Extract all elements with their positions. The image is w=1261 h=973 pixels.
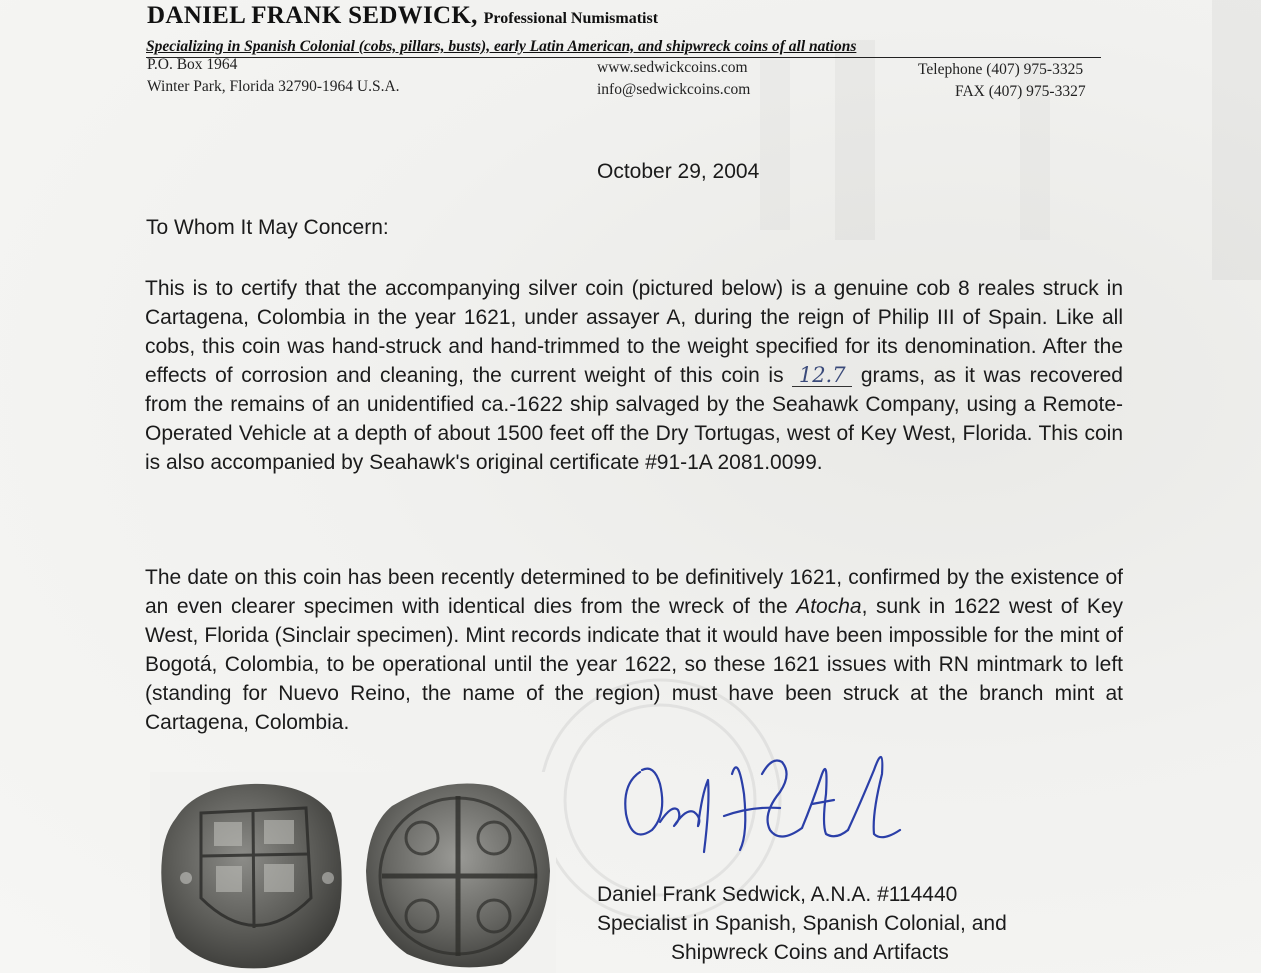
- paragraph-1-text-a: This is to certify that the accompanying silver coin (pictured below) is a genuine cob 8 reales struck in Cartagena, Colombia in the year 1621, under assayer A, during the reign of Philip III of Spain. Like all cobs, this coin was hand-struck and hand-trimmed to the weight specified for its denomination. After the effects of corrosion and cleaning, the current weight of this coin is: [145, 277, 1123, 387]
- paragraph-1-text-b: grams, as it was recovered from the remains of an unidentified ca.-1622 ship salvaged by the Seahawk Company, using a Remote-Operated Vehicle at a depth of about 1500 feet off the Dry Tortugas, west of Key West, Florida. This coin is also accompanied by Seahawk's original certificate #91-1A 2081.0099.: [145, 364, 1123, 474]
- signatory-name: Daniel Frank Sedwick, A.N.A. #114440: [597, 883, 958, 906]
- email: info@sedwickcoins.com: [597, 81, 751, 98]
- signatory-specialty-line-2: Shipwreck Coins and Artifacts: [671, 941, 949, 964]
- dealer-name: DANIEL FRANK SEDWICK,: [147, 2, 478, 29]
- fax: FAX (407) 975-3327: [955, 83, 1086, 100]
- handwritten-signature: [612, 734, 912, 864]
- signature-block: [597, 880, 1157, 967]
- city-address: Winter Park, Florida 32790-1964 U.S.A.: [147, 78, 400, 95]
- coin-obverse-photo: [156, 778, 346, 973]
- coin-reverse-photo: [362, 776, 552, 973]
- letterhead-divider: [146, 57, 1101, 58]
- salutation: To Whom It May Concern:: [146, 216, 389, 239]
- paragraph-2: [145, 563, 1123, 737]
- paragraph-1: [145, 274, 1123, 477]
- paragraph-2-text-b: , sunk in 1622 west of Key West, Florida (Sinclair specimen). Mint records indicate that it would have been impossible for the mint of Bogotá, Colombia, to be operational until the year 1622, so these 1621 issues with RN mintmark to left (standing for Nuevo Reino, the name of the region) must have been struck at the branch mint at Cartagena, Colombia.: [145, 595, 1124, 734]
- po-box: P.O. Box 1964: [147, 56, 238, 73]
- handwritten-weight: 12.7: [792, 364, 852, 387]
- signatory-specialty-line-1: Specialist in Spanish, Spanish Colonial, and: [597, 912, 1007, 935]
- letterhead-name: [147, 2, 658, 30]
- paragraph-2-text-a: The date on this coin has been recently determined to be definitively 1621, confirmed by the existence of an even clearer specimen with identical dies from the wreck of the: [145, 566, 1123, 618]
- website: www.sedwickcoins.com: [597, 59, 748, 76]
- letter-date: October 29, 2004: [597, 160, 760, 183]
- dealer-title: Professional Numismatist: [483, 10, 659, 27]
- ship-name-atocha: Atocha: [796, 595, 862, 618]
- telephone: Telephone (407) 975-3325: [918, 61, 1084, 78]
- letterhead-specialty: Specializing in Spanish Colonial (cobs, pillars, busts), early Latin American, and shipwreck coins of all nations: [146, 38, 857, 55]
